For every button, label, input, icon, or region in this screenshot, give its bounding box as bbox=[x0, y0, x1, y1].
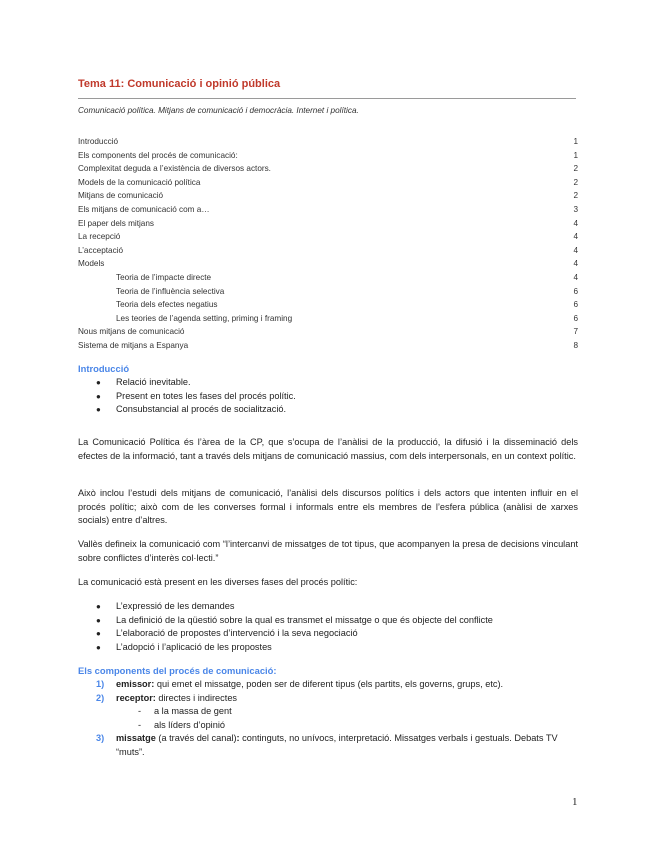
toc-entry-page: 4 bbox=[573, 272, 578, 282]
toc-entry[interactable] bbox=[78, 149, 578, 163]
list-number: 3) bbox=[96, 733, 105, 743]
toc-entry-page: 4 bbox=[573, 245, 578, 255]
toc-entry-page: 2 bbox=[573, 164, 578, 174]
toc-entry-page: 4 bbox=[573, 232, 578, 242]
document-subtitle: Comunicació política. Mitjans de comunicació i democràcia. Internet i política. bbox=[78, 106, 359, 115]
list-item: ● La definició de la qüestió sobre la qual es transmet el missatge o que és objecte del conflicte bbox=[96, 614, 493, 628]
bullet-icon: ● bbox=[96, 378, 101, 387]
toc-subentry[interactable] bbox=[78, 312, 578, 326]
bullet-icon: ● bbox=[96, 629, 101, 638]
toc-entry[interactable] bbox=[78, 325, 578, 339]
toc-entry-page: 6 bbox=[573, 313, 578, 323]
bullet-icon: ● bbox=[96, 615, 101, 625]
toc-entry[interactable] bbox=[78, 203, 578, 217]
sub-list-item: - als líders d’opinió bbox=[138, 719, 578, 733]
toc-entry-page: 6 bbox=[573, 286, 578, 296]
toc-entry[interactable] bbox=[78, 217, 578, 231]
toc-entry-page: 2 bbox=[573, 191, 578, 201]
phases-bullet-list bbox=[96, 600, 493, 654]
toc-entry-page: 3 bbox=[573, 204, 578, 214]
toc-entry-label: Els mitjans de comunicació com a… bbox=[78, 204, 210, 214]
toc-entry-page: 8 bbox=[573, 340, 578, 350]
list-item: ● Consubstancial al procés de socialització. bbox=[96, 403, 296, 417]
list-item: ● Relació inevitable. bbox=[96, 376, 296, 390]
term: emissor: bbox=[116, 679, 155, 689]
list-item: ● L’elaboració de propostes d’intervenció i la seva negociació bbox=[96, 627, 493, 641]
toc-subentry[interactable] bbox=[78, 298, 578, 312]
intro-bullet-list bbox=[96, 376, 296, 417]
page-number: 1 bbox=[572, 796, 578, 808]
toc-entry-label: Nous mitjans de comunicació bbox=[78, 327, 185, 337]
toc-entry-label: Teoria de l’impacte directe bbox=[116, 272, 212, 282]
toc-entry-label: Models de la comunicació política bbox=[78, 177, 201, 187]
toc-entry[interactable] bbox=[78, 162, 578, 176]
toc-entry[interactable] bbox=[78, 230, 578, 244]
paragraph: La Comunicació Política és l’àrea de la CP, que s’ocupa de l’anàlisi de la producció, la difusió i la disseminació dels efectes de la informació, tant a través dels mitjans de comunicació massius, com dels interpersonals, en un context polític. bbox=[78, 437, 578, 461]
section-heading-components: Els components del procés de comunicació: bbox=[78, 665, 277, 676]
paragraph: La comunicació està present en les diverses fases del procés polític: bbox=[78, 577, 358, 587]
toc-entry-page: 4 bbox=[573, 218, 578, 228]
term: receptor: bbox=[116, 692, 156, 703]
list-item: 2) receptor: directes i indirectes - a la massa de gent - als líders d’opinió bbox=[96, 692, 578, 733]
document-title: Tema 11: Comunicació i opinió pública bbox=[78, 78, 281, 90]
sub-list-item: - a la massa de gent bbox=[138, 705, 578, 719]
bullet-icon: ● bbox=[96, 405, 101, 414]
toc-entry-page: 6 bbox=[573, 300, 578, 310]
bullet-icon: ● bbox=[96, 602, 101, 611]
toc-entry-label: Introducció bbox=[78, 137, 119, 146]
toc-subentry[interactable] bbox=[78, 285, 578, 299]
table-of-contents bbox=[78, 135, 578, 353]
toc-entry-label: Les teories de l’agenda setting, priming i framing bbox=[116, 313, 293, 323]
term: missatge bbox=[116, 733, 156, 743]
toc-entry-label: Teoria dels efectes negatius bbox=[116, 300, 218, 310]
toc-entry-page: 4 bbox=[573, 259, 578, 269]
toc-entry-label: L’acceptació bbox=[78, 245, 124, 255]
list-number: 2) bbox=[96, 692, 105, 703]
toc-entry-label: Sistema de mitjans a Espanya bbox=[78, 340, 189, 350]
toc-entry-label: Mitjans de comunicació bbox=[78, 191, 164, 201]
toc-entry[interactable] bbox=[78, 339, 578, 353]
bullet-icon: ● bbox=[96, 391, 101, 401]
toc-entry-page: 7 bbox=[573, 327, 578, 337]
toc-entry[interactable] bbox=[78, 135, 578, 149]
list-number: 1) bbox=[96, 679, 105, 689]
dash-icon: - bbox=[138, 719, 142, 730]
toc-entry-label: La recepció bbox=[78, 232, 121, 242]
list-item: 3) missatge (a través del canal): continguts, no unívocs, interpretació. Missatges verbals i gestuals. Debats TV “muts”. bbox=[96, 733, 558, 757]
toc-entry-label: Els components del procés de comunicació: bbox=[78, 150, 238, 160]
toc-entry[interactable] bbox=[78, 244, 578, 258]
toc-entry[interactable] bbox=[78, 257, 578, 271]
toc-entry[interactable] bbox=[78, 176, 578, 190]
paragraph: Vallès defineix la comunicació com “l’intercanvi de missatges de tot tipus, que acompanyen la presa de decisions vinculant sobre conflictes d’interès col·lecti.” bbox=[78, 539, 578, 563]
toc-entry-label: Teoria de l’influència selectiva bbox=[116, 286, 225, 296]
toc-entry-label: El paper dels mitjans bbox=[78, 218, 154, 228]
list-item: ● L’adopció i l’aplicació de les propostes bbox=[96, 641, 493, 655]
toc-entry-label: Models bbox=[78, 259, 105, 269]
toc-entry-page: 1 bbox=[573, 150, 578, 160]
dash-icon: - bbox=[138, 706, 142, 716]
components-numbered-list bbox=[96, 678, 578, 759]
paragraph: Això inclou l’estudi dels mitjans de comunicació, l’anàlisi dels discursos polítics i dels actors que intenten influir en el procés polític; això com de les converses formal i informals entre els membres de l’esfera pública (anàlisi de xarxes socials) entre d’altres. bbox=[78, 488, 578, 525]
section-heading-introduction: Introducció bbox=[78, 363, 130, 374]
list-item: ● Present en totes les fases del procés polític. bbox=[96, 390, 296, 404]
sub-list bbox=[116, 705, 578, 732]
toc-entry-label: Complexitat deguda a l’existència de diversos actors. bbox=[78, 164, 271, 174]
toc-entry-page: 2 bbox=[573, 177, 578, 187]
list-item: ● L’expressió de les demandes bbox=[96, 600, 493, 614]
toc-subentry[interactable] bbox=[78, 271, 578, 285]
toc-entry[interactable] bbox=[78, 189, 578, 203]
bullet-icon: ● bbox=[96, 642, 101, 652]
list-item: 1) emissor: qui emet el missatge, poden ser de diferent tipus (els partits, els governs, grups, etc). bbox=[96, 678, 578, 692]
toc-entry-page: 1 bbox=[573, 137, 578, 146]
title-divider bbox=[78, 98, 576, 99]
